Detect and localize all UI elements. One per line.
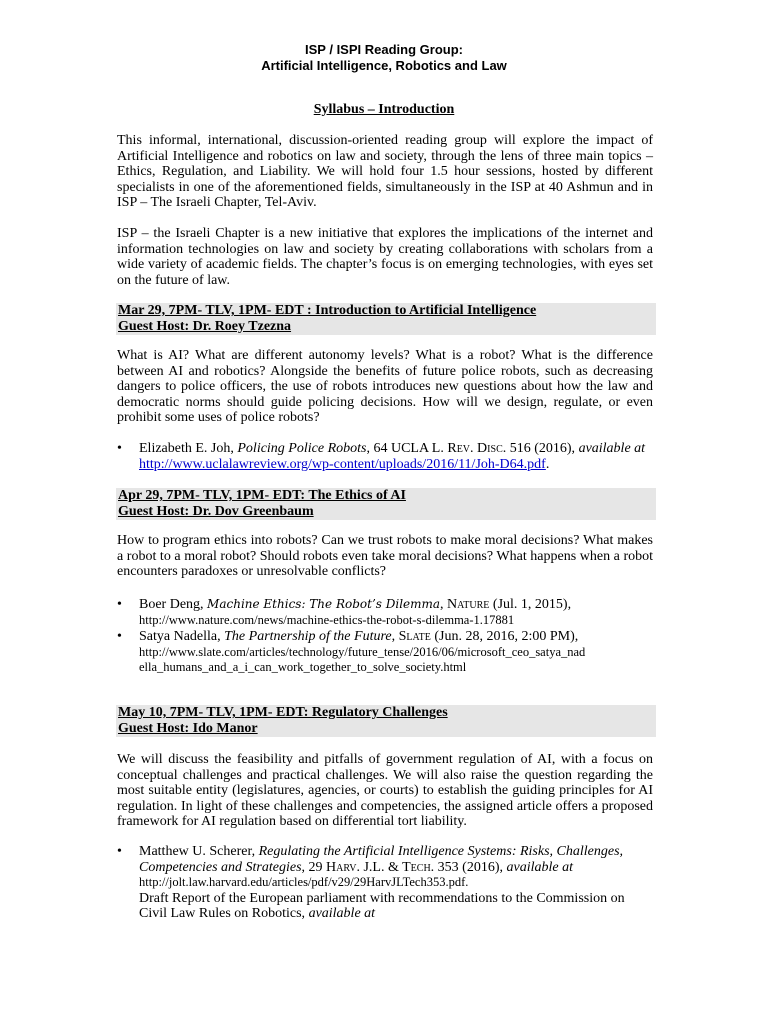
reading-title: Regulating the Artificial Intelligence Systems: Risks, Challenges,: [258, 844, 624, 859]
session-2-header: [116, 488, 656, 520]
reading-citation: . 353 (2016),: [430, 859, 507, 875]
reading-title: The Partnership of the Future: [224, 629, 392, 644]
reading-title: Policing Police Robots: [237, 441, 367, 456]
reading-end: .: [545, 456, 550, 472]
session-3-header: [116, 705, 656, 737]
reading-url[interactable]: http://www.slate.com/articles/technology/future_tense/2016/06/microsoft_ceo_satya_nad: [139, 644, 586, 659]
intro-paragraph-1: This informal, international, discussion-oriented reading group will explore the impact of Artificial Intelligence and robotics on law and society, through the lens of three main topics – Ethics, Regulation, and Liability. We will hold four 1.5 hour sessions, hosted by different specialists in one of the aforementioned fields, simultaneously in the ISP at 40 Ashmun and in ISP – The Israeli Chapter, Tel-Aviv.: [117, 133, 653, 210]
session-3-heading: May 10, 7PM- TLV, 1PM- EDT: Regulatory Challenges: [118, 705, 448, 720]
reading-available-at: available at: [506, 859, 573, 875]
reading-citation: , 64 UCLA L. R: [366, 441, 457, 456]
reading-citation: (Jul. 1, 2015),: [489, 597, 572, 612]
reading-citation: late: [406, 629, 431, 644]
doc-title-line1: ISP / ISPI Reading Group:: [305, 42, 463, 57]
reading-author: Elizabeth E. Joh,: [139, 441, 238, 456]
reading-citation: arv: [336, 859, 357, 875]
reading-url[interactable]: ella_humans_and_a_i_can_work_together_to_solve_society.html: [139, 660, 467, 674]
reading-citation: , N: [440, 597, 458, 612]
reading-title: Machine Ethics: The Robot’s Dilemma: [207, 597, 441, 611]
reading-title: Competencies and Strategies: [139, 859, 302, 875]
reading-url[interactable]: http://jolt.law.harvard.edu/articles/pdf/v29/29HarvJLTech353.pdf.: [139, 875, 469, 889]
reading-citation: ev: [456, 441, 471, 456]
intro-paragraph-2: ISP – the Israeli Chapter is a new initiative that explores the implications of the internet and information technologies on law and society by creating collaborations with scholars from a wide variety of academic fields. The chapter’s focus is on emerging technologies, with eyes set on the future of law.: [117, 226, 653, 288]
reading-link[interactable]: http://www.uclalawreview.org/wp-content/uploads/2016/11/Joh-D64.pdf: [139, 456, 546, 472]
reading-citation: . D: [470, 441, 488, 456]
session-3-host: Guest Host: Ido Manor: [118, 720, 258, 736]
session-2-host: Guest Host: Dr. Dov Greenbaum: [118, 503, 314, 519]
session-1-description: What is AI? What are different autonomy levels? What is a robot? What is the difference between AI and robotics? Alongside the benefits of future police robots, such as decreasing dangers to police officers, the use of robots introduces new questions about how the law and democratic norms should guide policing decisions. How will we design, regulate, or even prohibit some uses of police robots?: [117, 348, 653, 425]
session-2-readings: [117, 597, 657, 676]
reading-citation: ech: [410, 859, 431, 875]
reading-citation: . J.L. & T: [356, 859, 411, 875]
session-1-header: [116, 303, 656, 335]
session-1-readings: [117, 441, 657, 472]
syllabus-heading: Syllabus – Introduction: [313, 102, 455, 117]
reading-available-at: available at: [308, 906, 376, 921]
session-1-heading: Mar 29, 7PM- TLV, 1PM- EDT : Introduction to Artificial Intelligence: [118, 303, 537, 318]
reading-citation: (Jun. 28, 2016, 2:00 PM),: [430, 629, 579, 644]
reading-citation: isc: [487, 441, 503, 456]
reading-item: [117, 441, 657, 472]
session-2-description: How to program ethics into robots? Can we trust robots to make moral decisions? What makes a robot to a moral robot? Should robots even take moral decisions? What happens when a robot encounters paradoxes or unresolvable conflicts?: [117, 533, 653, 579]
reading-extra: Draft Report of the European parliament with recommendations to the Commission on: [139, 890, 625, 906]
doc-title-line2: Artificial Intelligence, Robotics and Law: [261, 58, 507, 73]
session-2-heading: Apr 29, 7PM- TLV, 1PM- EDT: The Ethics of AI: [118, 488, 406, 503]
session-3-description: We will discuss the feasibility and pitfalls of government regulation of AI, with a focus on conceptual challenges and practical challenges. We will also raise the question regarding the most suitable entity (legislatures, agencies, or courts) to establish the guiding principles for AI regulation. In light of these challenges and competencies, the assigned article offers a proposed framework for AI regulation based on differential tort liability.: [117, 752, 653, 829]
reading-author: Matthew U. Scherer,: [139, 844, 259, 859]
reading-citation: . 516 (2016),: [502, 441, 579, 456]
session-1-host: Guest Host: Dr. Roey Tzezna: [118, 318, 292, 334]
reading-author: Boer Deng,: [139, 597, 208, 612]
session-3-readings: [117, 844, 657, 922]
reading-url[interactable]: http://www.nature.com/news/machine-ethics-the-robot-s-dilemma-1.17881: [139, 612, 515, 627]
reading-citation: ature: [457, 597, 490, 612]
reading-extra: Civil Law Rules on Robotics,: [139, 906, 309, 921]
reading-available-at: available at: [578, 441, 646, 456]
reading-item: [117, 844, 657, 922]
reading-citation: , S: [391, 629, 407, 644]
reading-item: [117, 629, 657, 676]
reading-author: Satya Nadella,: [139, 629, 225, 644]
reading-item: [117, 597, 657, 628]
reading-citation: , 29 H: [301, 859, 337, 875]
